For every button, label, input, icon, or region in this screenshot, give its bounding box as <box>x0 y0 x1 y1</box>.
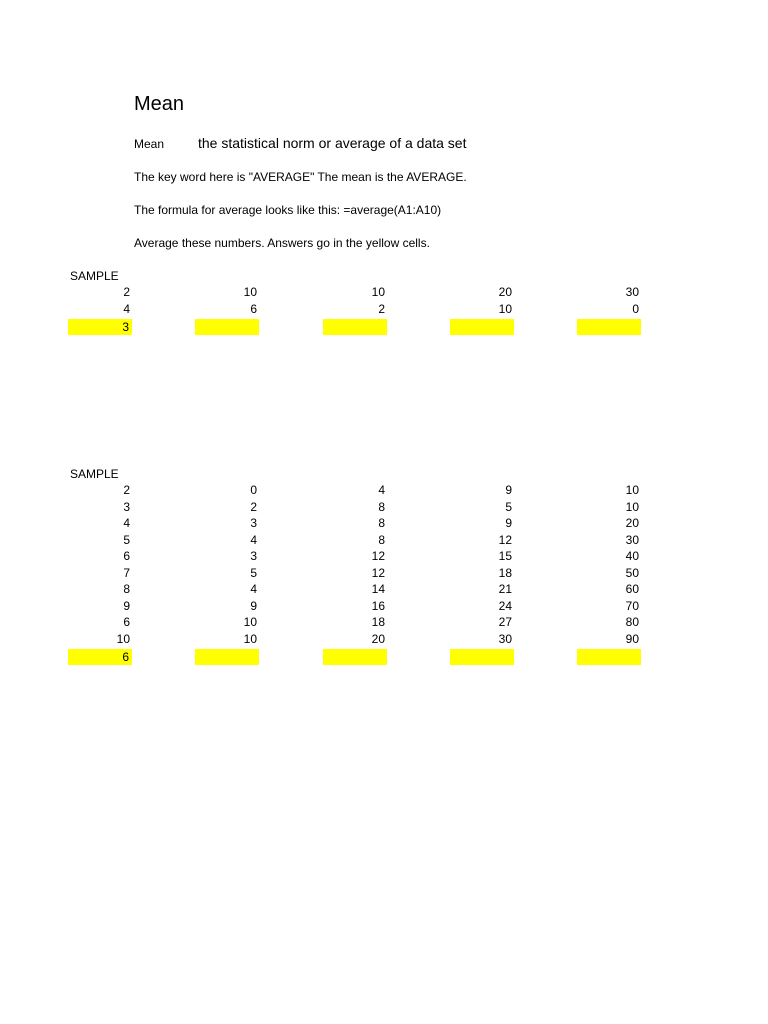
table-cell[interactable]: 18 <box>498 565 512 580</box>
note-formula: The formula for average looks like this: =average(A1:A10) <box>134 203 442 217</box>
table-cell[interactable]: 30 <box>625 285 639 299</box>
answer-cell[interactable] <box>577 319 641 335</box>
definition-term: Mean <box>134 137 165 151</box>
table-cell[interactable]: 4 <box>123 516 130 530</box>
table-cell[interactable]: 14 <box>371 582 385 596</box>
table-cell[interactable]: 4 <box>250 532 257 547</box>
table-cell[interactable]: 6 <box>123 549 130 563</box>
answer-cell[interactable] <box>195 649 259 665</box>
answer-cell[interactable] <box>450 649 514 665</box>
note-instructions: Average these numbers. Answers go in the yellow cells. <box>134 236 430 250</box>
table-cell[interactable]: 0 <box>632 301 639 316</box>
table-cell[interactable]: 9 <box>250 598 257 613</box>
table-cell[interactable]: 7 <box>123 565 130 580</box>
table-cell[interactable]: 90 <box>625 631 639 646</box>
table-cell[interactable]: 12 <box>371 549 385 563</box>
table-cell[interactable]: 10 <box>625 483 639 497</box>
table-cell[interactable]: 2 <box>123 285 130 299</box>
table-cell[interactable]: 15 <box>498 549 512 563</box>
table-cell[interactable]: 8 <box>378 516 385 530</box>
table-cell[interactable]: 18 <box>371 615 385 629</box>
table-cell[interactable]: 9 <box>505 483 512 497</box>
table-cell[interactable]: 9 <box>505 516 512 530</box>
table-cell[interactable]: 21 <box>498 582 512 596</box>
table-cell[interactable]: 2 <box>123 483 130 497</box>
answer-cell[interactable]: 3 <box>68 319 132 335</box>
table-cell[interactable]: 5 <box>123 532 130 547</box>
table-cell[interactable]: 8 <box>378 499 385 514</box>
table-cell[interactable]: 8 <box>123 582 130 596</box>
table-cell[interactable]: 2 <box>250 499 257 514</box>
table-cell[interactable]: 3 <box>250 549 257 563</box>
table-cell[interactable]: 4 <box>250 582 257 596</box>
answer-cell[interactable]: 6 <box>68 649 132 665</box>
table-cell[interactable]: 4 <box>123 301 130 316</box>
table-cell[interactable]: 30 <box>498 631 512 646</box>
table-cell[interactable]: 20 <box>371 631 385 646</box>
table-cell[interactable]: 27 <box>498 615 512 629</box>
answer-cell[interactable] <box>323 319 387 335</box>
table-cell[interactable]: 3 <box>250 516 257 530</box>
table-cell[interactable]: 10 <box>243 631 257 646</box>
table-cell[interactable]: 10 <box>625 499 639 514</box>
table-cell[interactable]: 12 <box>371 565 385 580</box>
table-cell[interactable]: 8 <box>378 532 385 547</box>
table-cell[interactable]: 9 <box>123 598 130 613</box>
answer-cell[interactable] <box>195 319 259 335</box>
table-cell[interactable]: 10 <box>371 285 385 299</box>
table-cell[interactable]: 24 <box>498 598 512 613</box>
table-cell[interactable]: 50 <box>625 565 639 580</box>
sample-label-1: SAMPLE <box>70 269 119 283</box>
table-cell[interactable]: 20 <box>498 285 512 299</box>
answer-cell[interactable] <box>450 319 514 335</box>
table-cell[interactable]: 6 <box>123 615 130 629</box>
table-cell[interactable]: 5 <box>505 499 512 514</box>
table-cell[interactable]: 10 <box>243 285 257 299</box>
table-cell[interactable]: 20 <box>625 516 639 530</box>
table-cell[interactable]: 6 <box>250 301 257 316</box>
table-cell[interactable]: 12 <box>498 532 512 547</box>
table-cell[interactable]: 2 <box>378 301 385 316</box>
table-cell[interactable]: 0 <box>250 483 257 497</box>
page-title: Mean <box>134 93 185 115</box>
table-cell[interactable]: 10 <box>243 615 257 629</box>
answer-cell[interactable] <box>323 649 387 665</box>
definition-text: the statistical norm or average of a data set <box>198 135 467 151</box>
table-cell[interactable]: 4 <box>378 483 385 497</box>
table-cell[interactable]: 30 <box>625 532 639 547</box>
table-cell[interactable]: 10 <box>116 631 130 646</box>
note-keyword: The key word here is "AVERAGE" The mean is the AVERAGE. <box>134 170 467 184</box>
table-cell[interactable]: 60 <box>625 582 639 596</box>
answer-cell[interactable] <box>577 649 641 665</box>
table-cell[interactable]: 16 <box>371 598 385 613</box>
table-cell[interactable]: 10 <box>498 301 512 316</box>
table-cell[interactable]: 80 <box>625 615 639 629</box>
table-cell[interactable]: 40 <box>625 549 639 563</box>
table-cell[interactable]: 5 <box>250 565 257 580</box>
table-cell[interactable]: 3 <box>123 499 130 514</box>
sample-label-2: SAMPLE <box>70 467 119 481</box>
table-cell[interactable]: 70 <box>625 598 639 613</box>
